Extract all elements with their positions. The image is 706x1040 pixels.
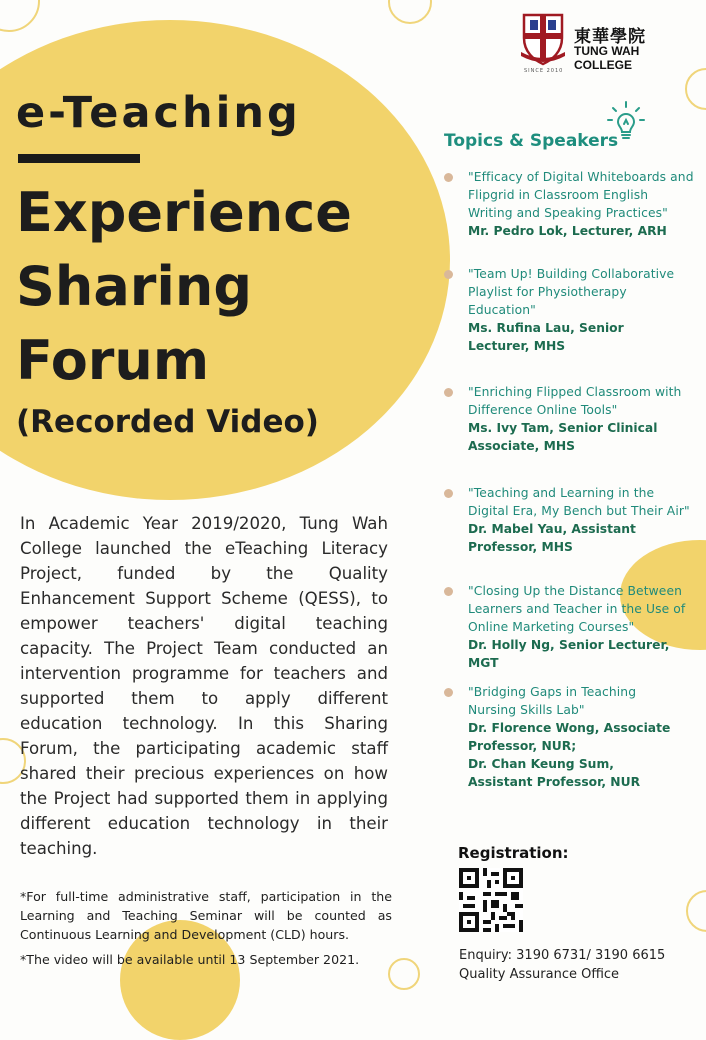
- lightbulb-icon: [606, 100, 646, 144]
- topic-item: [444, 265, 694, 355]
- ring-top-right: [685, 68, 706, 110]
- topics-heading: Topics & Speakers: [444, 131, 619, 151]
- title-recorded-video: (Recorded Video): [16, 404, 319, 440]
- enquiry-office: Quality Assurance Office: [459, 967, 620, 982]
- enquiry-phone: Enquiry: 3190 6731/ 3190 6615: [459, 948, 666, 963]
- college-english-name: TUNG WAH COLLEGE: [574, 44, 640, 72]
- topic-title: "Efficacy of Digital Whiteboards and Flipgrid in Classroom English Writing and Speaking Practices": [468, 170, 694, 220]
- topic-speaker: Dr. Mabel Yau, Assistant Professor, MHS: [468, 522, 636, 554]
- topic-speaker-2: Dr. Chan Keung Sum, Assistant Professor, NUR: [468, 757, 641, 789]
- ring-top-left: [0, 0, 40, 32]
- college-since: SINCE 2010: [524, 68, 564, 74]
- title-divider: [18, 154, 140, 163]
- bullet-dot: [444, 173, 453, 182]
- bullet-dot: [444, 587, 453, 596]
- cld-note: *For full-time administrative staff, participation in the Learning and Teaching Seminar will be counted as Continuous Learning and Development (CLD) hours.: [20, 889, 392, 942]
- bullet-dot: [444, 688, 453, 697]
- availability-note: *The video will be available until 13 September 2021.: [20, 952, 360, 967]
- bullet-dot: [444, 489, 453, 498]
- registration-heading: Registration:: [458, 844, 569, 862]
- title-e-teaching: e-Teaching: [16, 88, 301, 138]
- topic-speaker: Dr. Florence Wong, Associate Professor, NUR;: [468, 721, 671, 753]
- topic-title: "Teaching and Learning in the Digital Era, My Bench but Their Air": [468, 486, 690, 518]
- title-experience: Experience: [16, 181, 352, 244]
- topic-speaker: Mr. Pedro Lok, Lecturer, ARH: [468, 224, 667, 238]
- topic-item: [444, 383, 694, 455]
- title-sharing: Sharing: [16, 255, 253, 318]
- college-chinese-name: 東華學院: [574, 27, 646, 47]
- topic-speaker: Ms. Rufina Lau, Senior Lecturer, MHS: [468, 321, 624, 353]
- ring-top-center: [388, 0, 432, 24]
- intro-paragraph: In Academic Year 2019/2020, Tung Wah College launched the eTeaching Literacy Project, funded by the Quality Enhancement Support Scheme (QESS), to empower teachers' digital teaching capacity. The Project Team conducted an intervention programme for teachers and supported them to apply different education technology. In this Sharing Forum, the participating academic staff shared their precious experiences on how the Project had supported them in applying different education technology in their teaching.: [20, 514, 388, 858]
- bullet-dot: [444, 388, 453, 397]
- topic-title: "Enriching Flipped Classroom with Difference Online Tools": [468, 385, 682, 417]
- topic-speaker: Dr. Holly Ng, Senior Lecturer, MGT: [468, 638, 670, 670]
- topic-item: [444, 168, 694, 240]
- college-crest-icon: [518, 12, 568, 68]
- topic-item: [444, 582, 694, 672]
- topic-title: "Bridging Gaps in Teaching Nursing Skills Lab": [468, 685, 637, 717]
- topic-title: "Closing Up the Distance Between Learners and Teacher in the Use of Online Marketing Courses": [468, 584, 686, 634]
- topic-item: [444, 484, 694, 556]
- topic-title: "Team Up! Building Collaborative Playlist for Physiotherapy Education": [468, 267, 675, 317]
- topic-speaker: Ms. Ivy Tam, Senior Clinical Associate, MHS: [468, 421, 658, 453]
- ring-bottom-center: [388, 958, 420, 990]
- bullet-dot: [444, 270, 453, 279]
- registration-qr-code[interactable]: [459, 868, 523, 932]
- title-forum: Forum: [16, 329, 210, 392]
- college-logo: [518, 12, 698, 72]
- ring-right-bottom: [686, 890, 706, 932]
- topic-item: [444, 683, 694, 791]
